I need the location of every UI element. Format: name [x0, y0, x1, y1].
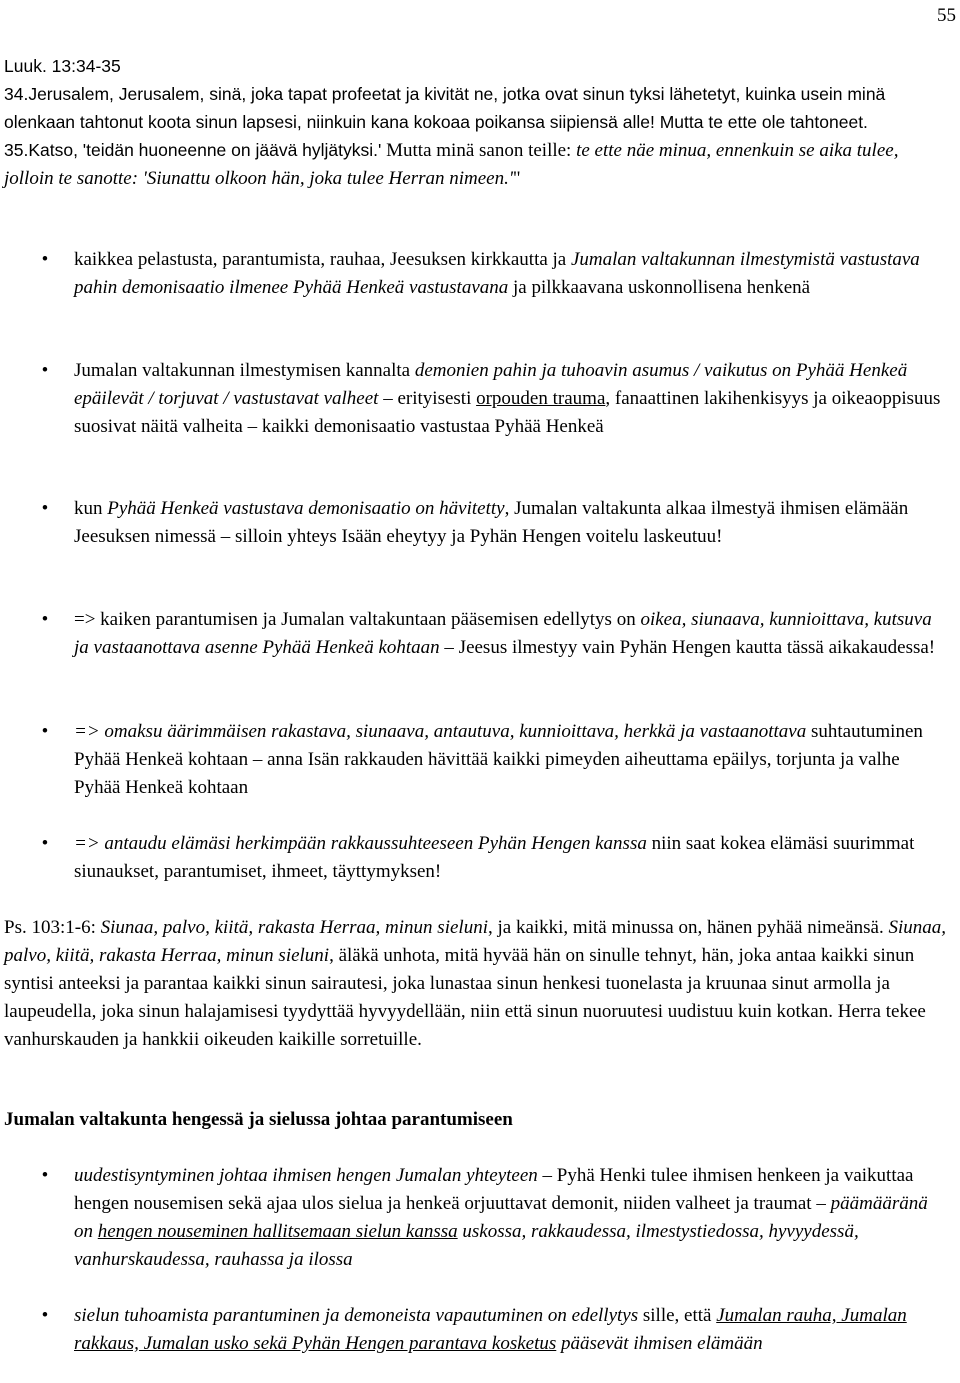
verse-35: [4, 136, 950, 193]
bullet-icon: •: [41, 360, 49, 381]
bullet-italic: uudestisyntyminen johtaa ihmisen hengen Jumalan yhteyteen: [74, 1165, 538, 1186]
verse-35-text: Mutta minä sanon teille:: [381, 140, 577, 161]
list-item: [38, 357, 946, 441]
bullet-text: – erityisesti: [378, 388, 477, 409]
list-item: [38, 246, 946, 302]
bullet-icon: •: [41, 721, 49, 742]
bullet-italic: Jumalan valtakunnan ilmestymistä vastustava pahin demonisaatio ilmenee Pyhää Henkeä vastustavana: [74, 249, 920, 298]
list-item: [38, 495, 946, 551]
verse-35-italic: te ette näe minua, ennenkuin se aika tulee, jolloin te sanotte: 'Siunattu olkoon hän, joka tulee Herran nimeen.': [4, 140, 899, 189]
psalm-reference: Ps. 103:1-6:: [4, 917, 101, 938]
bullet-text: ja pilkkaavana uskonnollisena henkenä: [508, 277, 811, 298]
bullet-italic: Pyhää Henkeä vastustava demonisaatio on hävitetty: [107, 498, 505, 519]
bullet-text: – Jeesus ilmestyy vain Pyhän Hengen kautta tässä aikakaudessa!: [439, 637, 936, 658]
bullet-underline: orpouden trauma: [476, 388, 606, 409]
bullet-italic-underline: hengen nouseminen hallitsemaan sielun kanssa: [97, 1221, 458, 1242]
bullet-text: , Jumalan valtakunta alkaa ilmestyä ihmisen elämään Jeesuksen nimessä – silloin yhteys Isään eheytyy ja Pyhän Hengen voitelu laskeutuu!: [74, 498, 909, 547]
psalm-paragraph: [4, 914, 950, 1054]
bullet-text: kun: [74, 498, 108, 519]
list-item: [38, 1162, 946, 1274]
bullet-icon: •: [41, 1305, 49, 1326]
psalm-text: , ja kaikki, mitä minussa on, hänen pyhää nimeänsä.: [487, 917, 889, 938]
bullet-text: => kaiken parantumisen ja Jumalan valtakuntaan pääsemisen edellytys on: [74, 609, 641, 630]
list-item: [38, 830, 946, 886]
psalm-italic: Siunaa, palvo, kiitä, rakasta Herraa, minun sieluni: [100, 917, 488, 938]
bullet-italic: pääsevät ihmisen elämään: [556, 1333, 763, 1354]
bullet-text: suhtautuminen Pyhää Henkeä kohtaan – anna Isän rakkauden hävittää kaikki pimeyden aiheuttama epäilys, torjunta ja valhe Pyhää Henkeä kohtaan: [74, 721, 923, 798]
verse-35-end: ": [512, 168, 521, 189]
section-heading: Jumalan valtakunta hengessä ja sielussa johtaa parantumiseen: [4, 1109, 513, 1130]
bullet-text: – Pyhä Henki tulee ihmisen henkeen ja vaikuttaa hengen nousemisen sekä ajaa ulos sielua ja henkeä orjuuttavat demonit, niiden valheet ja traumat –: [74, 1165, 914, 1214]
verse-34: 34.Jerusalem, Jerusalem, sinä, joka tapat profeetat ja kivität ne, jotka ovat sinun tyksi lähetetyt, kuinka usein minä olenkaan tahtonut koota sinun lapsesi, niinkuin kana kokoaa poikansa siipiensä alle! Mutta te ette ole tahtoneet.: [4, 84, 886, 132]
bullet-text: , fanaattinen lakihenkisyys ja oikeaoppisuus suosivat näitä valheita – kaikki demonisaatio vastustaa Pyhää Henkeä: [74, 388, 941, 437]
bullet-italic: uskossa, rakkaudessa, ilmestystiedossa, hyvyydessä, vanhurskaudessa, rauhassa ja ilossa: [74, 1221, 859, 1270]
bullet-italic: demonien pahin ja tuhoavin asumus / vaikutus on Pyhää Henkeä epäilevät / torjuvat / vastustavat valheet: [74, 360, 908, 409]
bullet-icon: •: [41, 498, 49, 519]
psalm-text: , äläkä unhota, mitä hyvää hän on sinulle tehnyt, hän, joka antaa kaikki sinun syntisi anteeksi ja parantaa kaikki sinun sairautesi, joka lunastaa sinun henkesi tuonelasta ja kruunaa sinut armolla ja laupeudella, joka sinun halajamisesi tyydyttää hyvyydellään, niin että sinun nuoruutesi uudistuu kuin kotkan. Herra tekee vanhurskauden ja hankkii oikeuden kaikille sorretuille.: [4, 945, 926, 1050]
bullet-italic-underline: Jumalan rauha, Jumalan rakkaus, Jumalan usko sekä Pyhän Hengen parantava kosketus: [74, 1305, 907, 1354]
bullet-italic: päämääränä on: [74, 1193, 928, 1242]
page-number: 55: [937, 5, 956, 26]
verse-35-sans: 35.Katso, 'teidän huoneenne on jäävä hyljätyksi.': [4, 140, 382, 160]
bullet-icon: •: [41, 1165, 49, 1186]
bullet-text: niin saat kokea elämäsi suurimmat siunaukset, parantumiset, ihmeet, täyttymyksen!: [74, 833, 915, 882]
scripture-reference: Luuk. 13:34-35: [4, 56, 121, 76]
bullet-italic: => antaudu elämäsi herkimpään rakkaussuhteeseen Pyhän Hengen kanssa: [74, 833, 647, 854]
bullet-icon: •: [41, 833, 49, 854]
bullet-italic: => omaksu äärimmäisen rakastava, siunaava, antautuva, kunnioittava, herkkä ja vastaanottava: [74, 721, 807, 742]
bullet-text: sille, että: [638, 1305, 717, 1326]
list-item: [38, 606, 946, 662]
bullet-italic: sielun tuhoamista parantuminen ja demoneista vapautuminen on edellytys: [74, 1305, 639, 1326]
bullet-text: Jumalan valtakunnan ilmestymisen kannalta: [74, 360, 415, 381]
luke-passage: [4, 52, 950, 193]
bullet-italic: oikea, siunaava, kunnioittava, kutsuva ja vastaanottava asenne Pyhää Henkeä kohtaan: [74, 609, 932, 658]
bullet-icon: •: [41, 609, 49, 630]
bullet-text: kaikkea pelastusta, parantumista, rauhaa, Jeesuksen kirkkautta ja: [74, 249, 571, 270]
bullet-icon: •: [41, 249, 49, 270]
psalm-italic: Siunaa, palvo, kiitä, rakasta Herraa, minun sieluni: [4, 917, 946, 966]
list-item: [38, 718, 946, 802]
list-item: [38, 1302, 946, 1358]
